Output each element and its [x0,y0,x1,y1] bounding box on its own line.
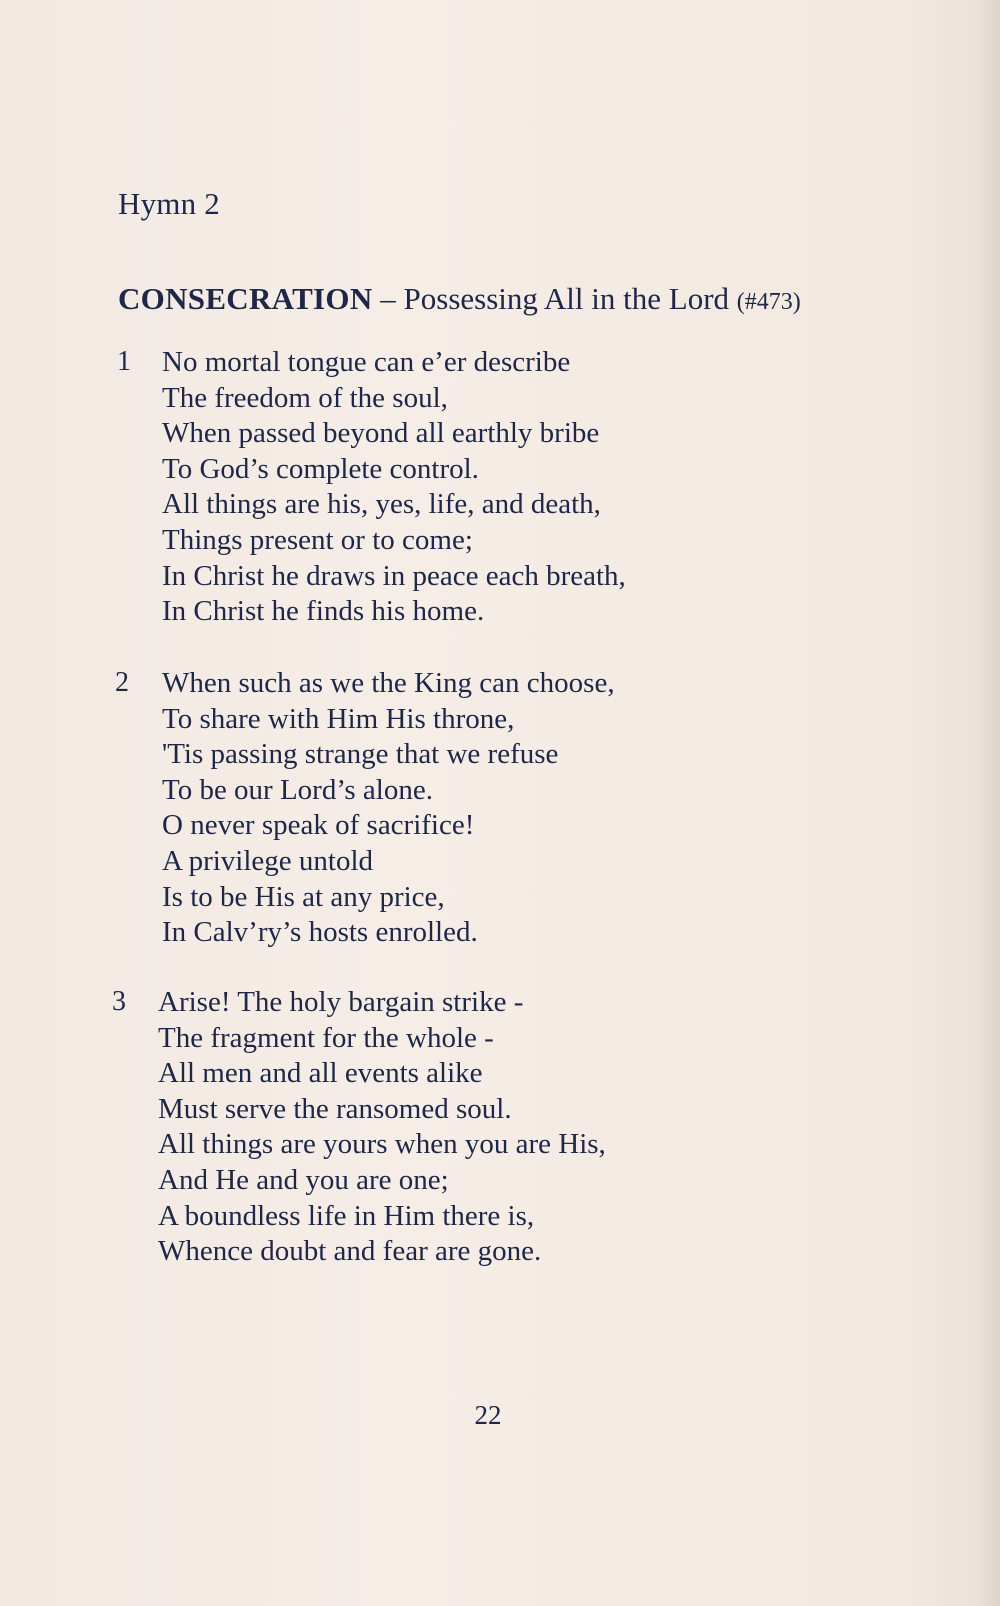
verse-line: When such as we the King can choose, [162,667,615,699]
verse-lines [162,345,626,630]
hymn-reference-number: (#473) [736,289,801,315]
verse-line: In Christ he finds his home. [162,595,485,628]
verse-line: To be our Lord’s alone. [162,773,433,806]
page-number [0,1400,1000,1431]
page-number-text: 22 [474,1400,502,1430]
verse-lines [162,666,615,951]
verse-lines [158,985,606,1270]
verse-line: Whence doubt and fear are gone. [158,1235,542,1268]
verse-line: All men and all events alike [158,1057,483,1090]
verse-line: 'Tis passing strange that we refuse [162,738,559,771]
verse-line: All things are his, yes, life, and death, [162,488,601,521]
verse-line: In Christ he draws in peace each breath, [162,559,626,592]
verse-line: Is to be His at any price, [162,880,445,913]
verse-line: Things present or to come; [162,523,473,556]
hymn-label: Hymn 2 [118,186,220,221]
hymn-title-main: CONSECRATION [118,281,373,316]
verse-line: The fragment for the whole - [158,1021,494,1054]
verse-number: 2 [115,667,129,698]
hymn-title [118,281,801,317]
verse-line: The freedom of the soul, [162,381,448,414]
hymn-subtitle: – Possessing All in the Lord [372,281,737,316]
verse-number: 1 [117,346,131,377]
verse-line: All things are yours when you are His, [158,1128,606,1161]
verse-line: In Calv’ry’s hosts enrolled. [162,916,478,949]
verse-line: Arise! The holy bargain strike - [158,986,524,1018]
verse-line: When passed beyond all earthly bribe [162,417,600,450]
verse-line: Must serve the ransomed soul. [158,1092,512,1125]
verse-line: And He and you are one; [158,1163,449,1196]
verse-line: O never speak of sacrifice! [162,809,475,842]
verse-line: To share with Him His throne, [162,702,515,735]
verse-line: No mortal tongue can e’er describe [162,346,571,378]
verse-line: A boundless life in Him there is, [158,1199,535,1232]
verse-line: To God’s complete control. [162,452,479,485]
verse-number: 3 [112,986,126,1017]
verse-line: A privilege untold [162,844,374,877]
